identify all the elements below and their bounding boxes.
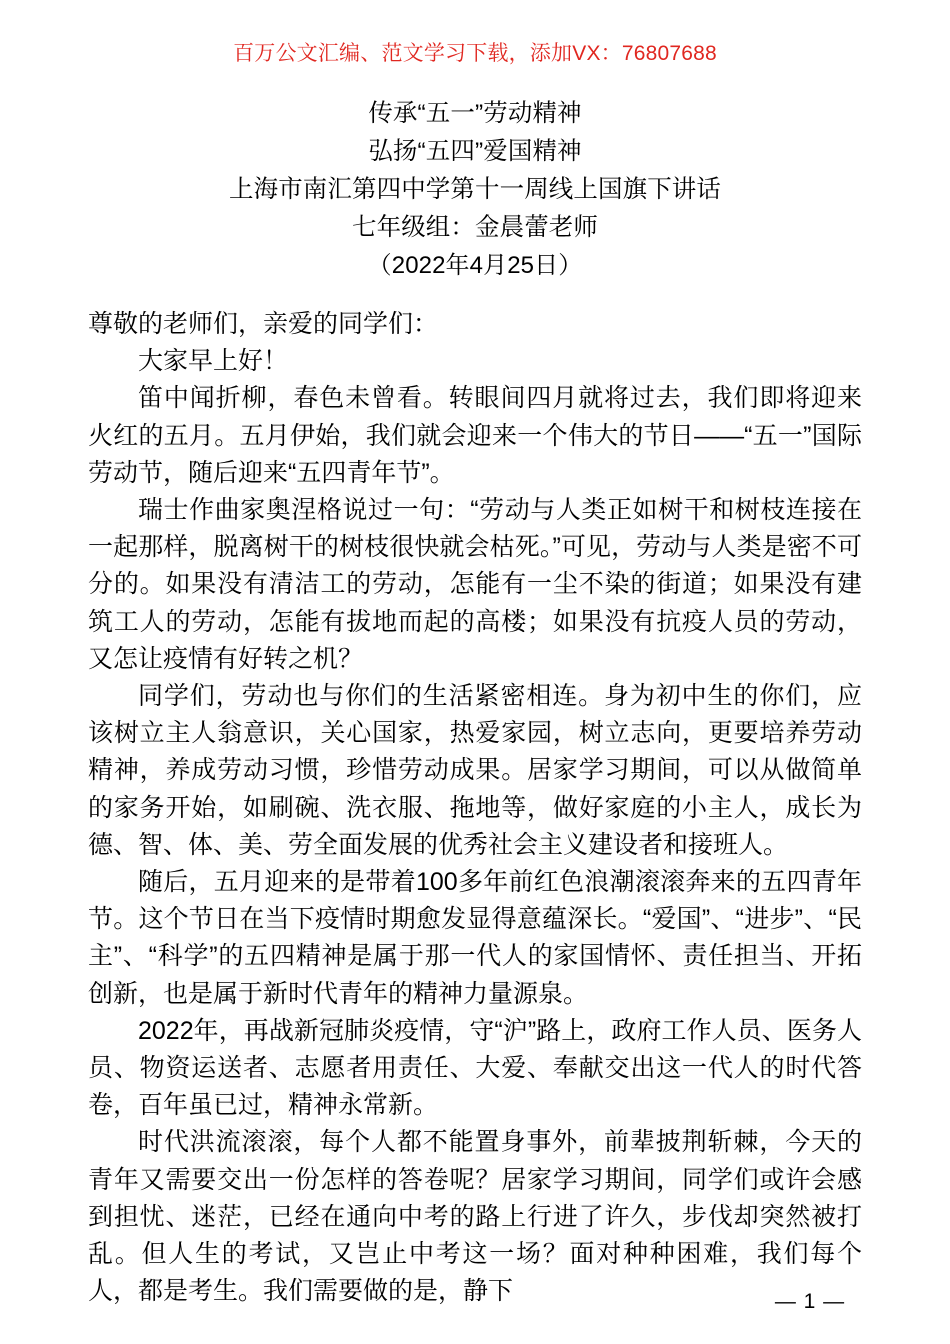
page-footer — [0, 1288, 950, 1316]
document-title-block — [0, 95, 950, 285]
page-number: — 1 — — [774, 1290, 846, 1313]
document-body — [88, 306, 862, 1310]
paragraph-salutation: 尊敬的老师们，亲爱的同学们： — [88, 310, 439, 338]
title-line-4: 七年级组：金晨蕾老师 — [352, 214, 598, 241]
promo-text: 百万公文汇编、范文学习下载，添加VX：76807688 — [233, 42, 717, 65]
title-line-3: 上海市南汇第四中学第十一周线上国旗下讲话 — [229, 176, 721, 203]
paragraph-5: 同学们，劳动也与你们的生活紧密相连。身为初中生的你们，应该树立主人翁意识，关心国家，热爱家园，树立志向，更要培养劳动精神，养成劳动习惯，珍惜劳动成果。居家学习期间，可以从做简单的家务开始，如刷碗、洗衣服、拖地等，做好家庭的小主人，成长为德、智、体、美、劳全面发展的优秀社会主义建设者和接班人。 — [88, 682, 862, 859]
paragraph-3: 笛中闻折柳，春色未曾看。转眼间四月就将过去，我们即将迎来火红的五月。五月伊始，我们就会迎来一个伟大的节日——“五一”国际劳动节，随后迎来“五四青年节”。 — [88, 384, 862, 487]
paragraph-greeting: 大家早上好！ — [138, 347, 289, 376]
title-date-line: （2022年4月25日） — [367, 252, 583, 279]
paragraph-8: 时代洪流滚滚，每个人都不能置身事外，前辈披荆斩棘，今天的青年又需要交出一份怎样的答卷呢？居家学习期间，同学们或许会感到担忧、迷茫，已经在通向中考的路上行进了许久，步伐却突然被打乱。但人生的考试，又岂止中考这一场？面对种种困难，我们每个人，都是考生。我们需要做的是，静下 — [88, 1128, 862, 1306]
title-line-2: 弘扬“五四”爱国精神 — [368, 138, 582, 165]
paragraph-4: 瑞士作曲家奥涅格说过一句：“劳动与人类正如树干和树枝连接在一起那样，脱离树干的树枝很快就会枯死。”可见，劳动与人类是密不可分的。如果没有清洁工的劳动，怎能有一尘不染的街道；如果没有建筑工人的劳动，怎能有拔地而起的高楼；如果没有抗疫人员的劳动，又怎让疫情有好转之机？ — [88, 496, 862, 673]
paragraph-7: 2022年，再战新冠肺炎疫情，守“沪”路上，政府工作人员、医务人员、物资运送者、志愿者用责任、大爱、奉献交出这一代人的时代答卷，百年虽已过，精神永常新。 — [88, 1016, 862, 1120]
promo-banner — [0, 40, 950, 68]
paragraph-6: 随后，五月迎来的是带着100多年前红色浪潮滚滚奔来的五四青年节。这个节日在当下疫情时期愈发显得意蕴深长。“爱国”、“进步”、“民主”、“科学”的五四精神是属于那一代人的家国情怀、责任担当、开拓创新，也是属于新时代青年的精神力量源泉。 — [88, 868, 862, 1008]
title-line-1: 传承“五一”劳动精神 — [368, 100, 582, 127]
